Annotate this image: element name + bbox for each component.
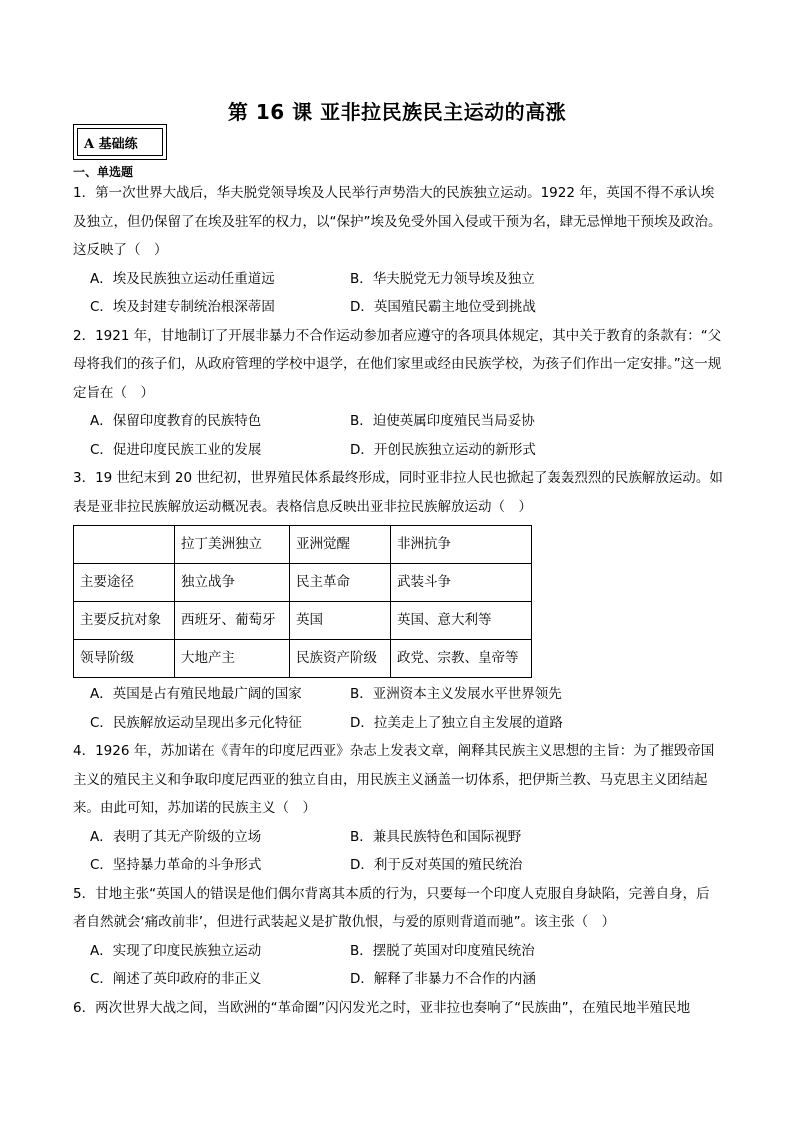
question-stem: 3．19 世纪末到 20 世纪初，世界殖民体系最终形成，同时亚非拉人民也掀起了轰轰烈烈的民族解放运动。如表是亚非拉民族解放运动概况表。表格信息反映出亚非拉民族解放运动（ ） — [73, 470, 723, 515]
level-badge — [73, 124, 167, 160]
table-header-cell: 拉丁美洲独立 — [175, 526, 290, 564]
table-header-cell: 非洲抗争 — [391, 526, 532, 564]
option-d[interactable]: D．解释了非暴力不合作的内涵 — [350, 971, 536, 987]
option-b[interactable]: B．迫使英属印度殖民当局妥协 — [350, 413, 535, 429]
option-c[interactable]: C．民族解放运动呈现出多元化特征 — [90, 714, 302, 731]
table-row — [74, 564, 532, 602]
question-4 — [73, 737, 723, 880]
question-1 — [73, 179, 723, 322]
option-a[interactable]: A．实现了印度民族独立运动 — [90, 942, 262, 959]
option-c[interactable]: C．促进印度民族工业的发展 — [90, 441, 262, 458]
option-d[interactable]: D．利于反对英国的殖民统治 — [350, 857, 523, 873]
options — [73, 937, 723, 994]
options — [73, 823, 723, 880]
table-cell: 大地产主 — [175, 640, 290, 678]
table-header-row — [74, 526, 532, 564]
option-d[interactable]: D．英国殖民霸主地位受到挑战 — [350, 299, 536, 315]
question-list — [73, 179, 723, 1022]
page-title: 第 16 课 亚非拉民族民主运动的高涨 — [227, 100, 567, 124]
table-cell: 民主革命 — [290, 564, 391, 602]
table-cell: 民族资产阶级 — [290, 640, 391, 678]
level-label: A 基础练 — [77, 128, 163, 156]
table-header-cell — [74, 526, 175, 564]
table-cell: 武装斗争 — [391, 564, 532, 602]
movement-table — [73, 525, 532, 678]
options — [73, 265, 723, 322]
option-c[interactable]: C．阐述了英印政府的非正义 — [90, 971, 262, 987]
question-2 — [73, 322, 723, 465]
option-a[interactable]: A．英国是占有殖民地最广阔的国家 — [90, 686, 302, 702]
option-c[interactable]: C．埃及封建专制统治根深蒂固 — [90, 299, 275, 315]
table-cell: 西班牙、葡萄牙 — [175, 602, 290, 640]
question-stem: 6．两次世界大战之间，当欧洲的“革命圈”闪闪发光之时，亚非拉也奏响了“民族曲”，在殖民地半殖民地 — [73, 999, 691, 1016]
question-6 — [73, 994, 723, 1023]
table-cell: 主要途径 — [74, 564, 175, 602]
table-cell: 政党、宗教、皇帝等 — [391, 640, 532, 678]
option-b[interactable]: B．华夫脱党无力领导埃及独立 — [350, 270, 535, 287]
option-c[interactable]: C．坚持暴力革命的斗争形式 — [90, 857, 262, 873]
question-stem: 5．甘地主张“英国人的错误是他们偶尔背离其本质的行为，只要每一个印度人克服自身缺陷，完善自身，后者自然就会‘痛改前非’，但进行武装起义是扩散仇恨，与爱的原则背道而驰”。该主张（ ） — [73, 885, 710, 930]
option-d[interactable]: D．拉美走上了独立自主发展的道路 — [350, 714, 563, 731]
table-row — [74, 640, 532, 678]
table-row — [74, 602, 532, 640]
option-b[interactable]: B．摆脱了英国对印度殖民统治 — [350, 942, 535, 959]
option-d[interactable]: D．开创民族独立运动的新形式 — [350, 441, 536, 458]
question-stem: 2．1921 年，甘地制订了开展非暴力不合作运动参加者应遵守的各项具体规定，其中关于教育的条款有：“父母将我们的孩子们，从政府管理的学校中退学，在他们家里或经由民族学校，为孩子们作出一定安排。”这一规定旨在（ ） — [73, 327, 722, 401]
option-a[interactable]: A．保留印度教育的民族特色 — [90, 413, 262, 429]
table-cell: 英国 — [290, 602, 391, 640]
table-cell: 独立战争 — [175, 564, 290, 602]
table-header-cell: 亚洲觉醒 — [290, 526, 391, 564]
section-heading: 一、单选题 — [73, 165, 134, 179]
table-cell: 主要反抗对象 — [74, 602, 175, 640]
question-stem: 1．第一次世界大战后，华夫脱党领导埃及人民举行声势浩大的民族独立运动。1922 年，英国不得不承认埃及独立，但仍保留了在埃及驻军的权力，以“保护”埃及免受外国入侵或干预为名，肆无忌惮地干预埃及政治。这反映了（ ） — [73, 185, 722, 258]
options — [73, 407, 723, 464]
question-5 — [73, 880, 723, 994]
question-3 — [73, 464, 723, 737]
option-a[interactable]: A．表明了其无产阶级的立场 — [90, 828, 262, 845]
table-cell: 领导阶级 — [74, 640, 175, 678]
question-stem: 4．1926 年，苏加诺在《青年的印度尼西亚》杂志上发表文章，阐释其民族主义思想的主旨：为了摧毁帝国主义的殖民主义和争取印度尼西亚的独立自由，用民族主义涵盖一切体系，把伊斯兰教、马克思主义团结起来。由此可知，苏加诺的民族主义（ ） — [73, 743, 715, 816]
options — [73, 680, 723, 737]
option-b[interactable]: B．亚洲资本主义发展水平世界领先 — [350, 686, 562, 702]
option-b[interactable]: B．兼具民族特色和国际视野 — [350, 828, 522, 845]
table-cell: 英国、意大利等 — [391, 602, 532, 640]
option-a[interactable]: A．埃及民族独立运动任重道远 — [90, 270, 275, 287]
